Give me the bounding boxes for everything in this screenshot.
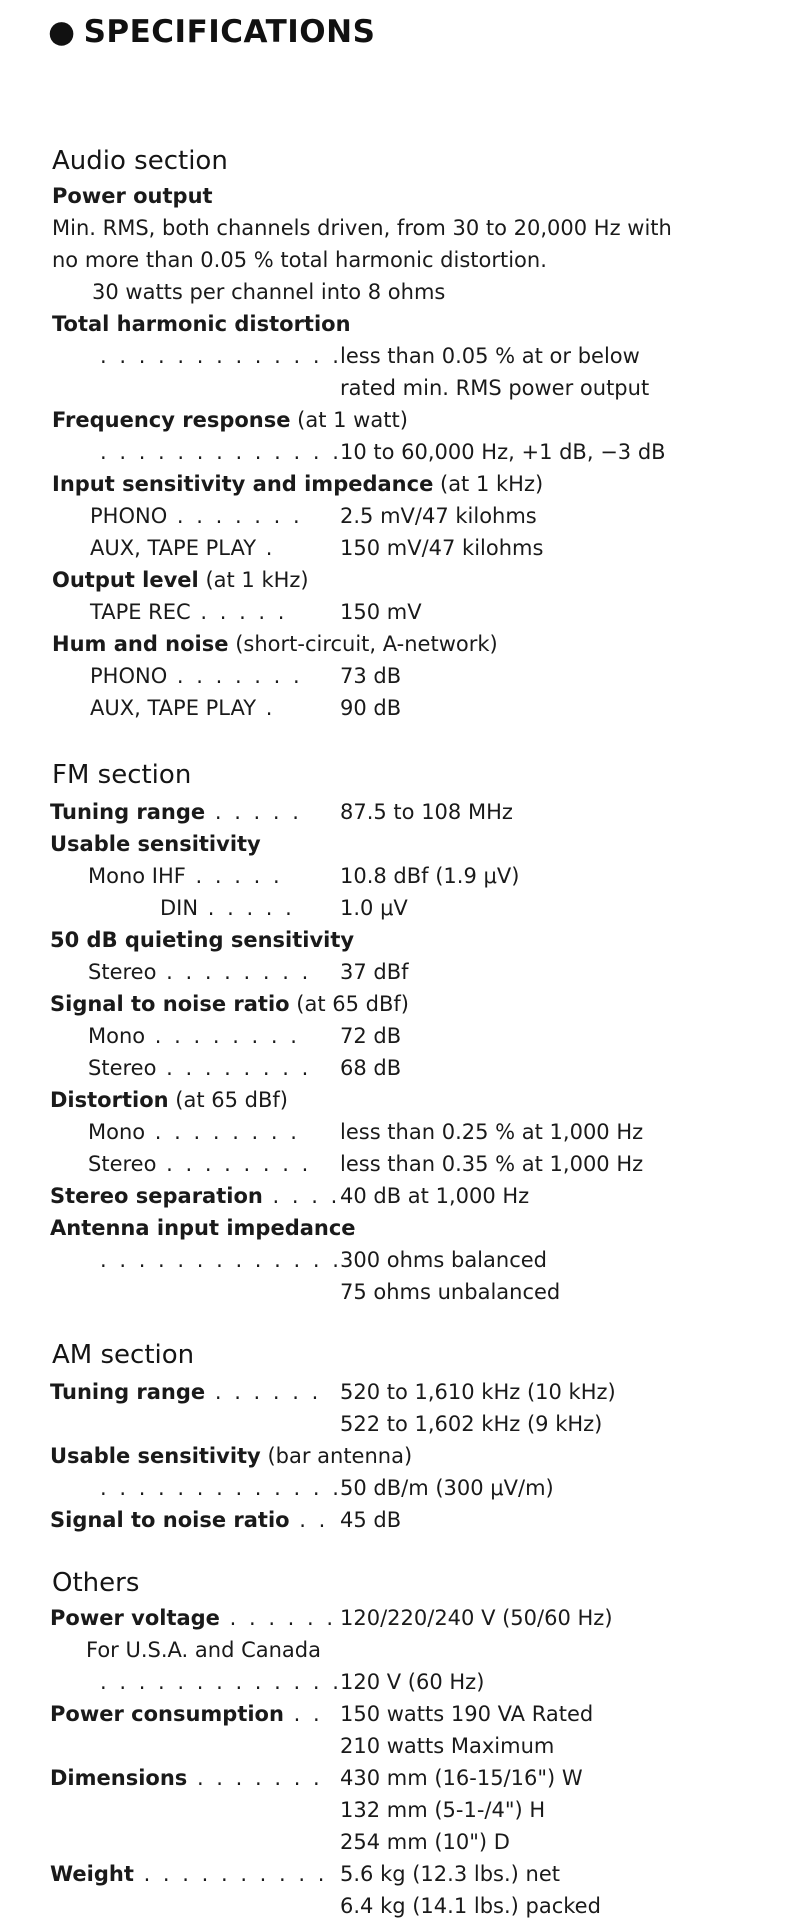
power-output-label: Power output <box>52 184 213 208</box>
spec-row: PHONO . . . . . . . 73 dB <box>90 664 402 688</box>
weight-value: 6.4 kg (14.1 lbs.) packed <box>340 1894 601 1918</box>
antenna-impedance-label: Antenna input impedance <box>50 1216 356 1240</box>
usa-canada-row: . . . . . . . . . . . . . 120 V (60 Hz) <box>100 1670 485 1694</box>
spec-row: DIN . . . . . 1.0 μV <box>160 896 408 920</box>
bullet-icon: ● <box>48 14 76 50</box>
hum-noise-label: Hum and noise (short-circuit, A-network) <box>52 632 498 656</box>
quieting-label: 50 dB quieting sensitivity <box>50 928 355 952</box>
am-snr-row: Signal to noise ratio . . 45 dB <box>50 1508 402 1532</box>
output-level-label: Output level (at 1 kHz) <box>52 568 309 592</box>
usable-sensitivity-label: Usable sensitivity <box>50 832 261 856</box>
spec-row: Mono . . . . . . . . 72 dB <box>88 1024 402 1048</box>
am-tuning-row: Tuning range . . . . . . 520 to 1,610 kHz (10 kHz) <box>50 1380 616 1404</box>
spec-row: AUX, TAPE PLAY . 90 dB <box>90 696 402 720</box>
spec-row: PHONO . . . . . . . 2.5 mV/47 kilohms <box>90 504 537 528</box>
dimensions-row: Dimensions . . . . . . . 430 mm (16-15/16") W <box>50 1766 583 1790</box>
snr-label: Signal to noise ratio (at 65 dBf) <box>50 992 409 1016</box>
power-output-value: 30 watts per channel into 8 ohms <box>92 280 446 304</box>
antenna-impedance-value: 75 ohms unbalanced <box>340 1280 561 1304</box>
weight-row: Weight . . . . . . . . . . 5.6 kg (12.3 lbs.) net <box>50 1862 560 1886</box>
power-output-desc: Min. RMS, both channels driven, from 30 to 20,000 Hz with <box>52 216 672 240</box>
distortion-label: Distortion (at 65 dBf) <box>50 1088 288 1112</box>
freq-response-label: Frequency response (at 1 watt) <box>52 408 408 432</box>
spec-row: Mono . . . . . . . . less than 0.25 % at 1,000 Hz <box>88 1120 644 1144</box>
spec-row: Stereo . . . . . . . . 68 dB <box>88 1056 402 1080</box>
fm-tuning-row: Tuning range . . . . . 87.5 to 108 MHz <box>50 800 513 824</box>
thd-value: less than 0.05 % at or below <box>340 344 640 368</box>
thd-value: rated min. RMS power output <box>340 376 650 400</box>
spec-row: Mono IHF . . . . . 10.8 dBf (1.9 μV) <box>88 864 520 888</box>
power-output-desc: no more than 0.05 % total harmonic distortion. <box>52 248 547 272</box>
thd-label: Total harmonic distortion <box>52 312 351 336</box>
title-text: SPECIFICATIONS <box>83 14 376 50</box>
freq-response-value: 10 to 60,000 Hz, +1 dB, −3 dB <box>340 440 666 464</box>
am-usable-label: Usable sensitivity (bar antenna) <box>50 1444 413 1468</box>
freq-response-row: . . . . . . . . . . . . . 10 to 60,000 Hz, +1 dB, −3 dB <box>100 440 666 464</box>
dimensions-value: 132 mm (5-1-/4") H <box>340 1798 546 1822</box>
am-usable-row: . . . . . . . . . . . . . 50 dB/m (300 μV/m) <box>100 1476 554 1500</box>
audio-section-heading: Audio section <box>52 146 228 176</box>
page-title <box>48 14 375 50</box>
thd-row: . . . . . . . . . . . . . less than 0.05 % at or below <box>100 344 640 368</box>
spec-row: AUX, TAPE PLAY . 150 mV/47 kilohms <box>90 536 544 560</box>
usa-canada-label: For U.S.A. and Canada <box>86 1638 321 1662</box>
am-section-heading: AM section <box>52 1340 195 1370</box>
power-consumption-row: Power consumption . . 150 watts 190 VA Rated <box>50 1702 594 1726</box>
spec-row: Stereo . . . . . . . . 37 dBf <box>88 960 409 984</box>
spec-row: Stereo . . . . . . . . less than 0.35 % at 1,000 Hz <box>88 1152 644 1176</box>
dimensions-value: 254 mm (10") D <box>340 1830 510 1854</box>
others-section-heading: Others <box>52 1568 140 1598</box>
power-consumption-value: 210 watts Maximum <box>340 1734 555 1758</box>
antenna-impedance-row: . . . . . . . . . . . . . 300 ohms balanced <box>100 1248 547 1272</box>
power-voltage-row: Power voltage . . . . . . 120/220/240 V (50/60 Hz) <box>50 1606 613 1630</box>
input-sensitivity-label: Input sensitivity and impedance (at 1 kHz) <box>52 472 544 496</box>
spec-row: TAPE REC . . . . . 150 mV <box>90 600 422 624</box>
am-tuning-value: 522 to 1,602 kHz (9 kHz) <box>340 1412 603 1436</box>
stereo-separation-row: Stereo separation . . . . 40 dB at 1,000 Hz <box>50 1184 530 1208</box>
fm-section-heading: FM section <box>52 760 192 790</box>
